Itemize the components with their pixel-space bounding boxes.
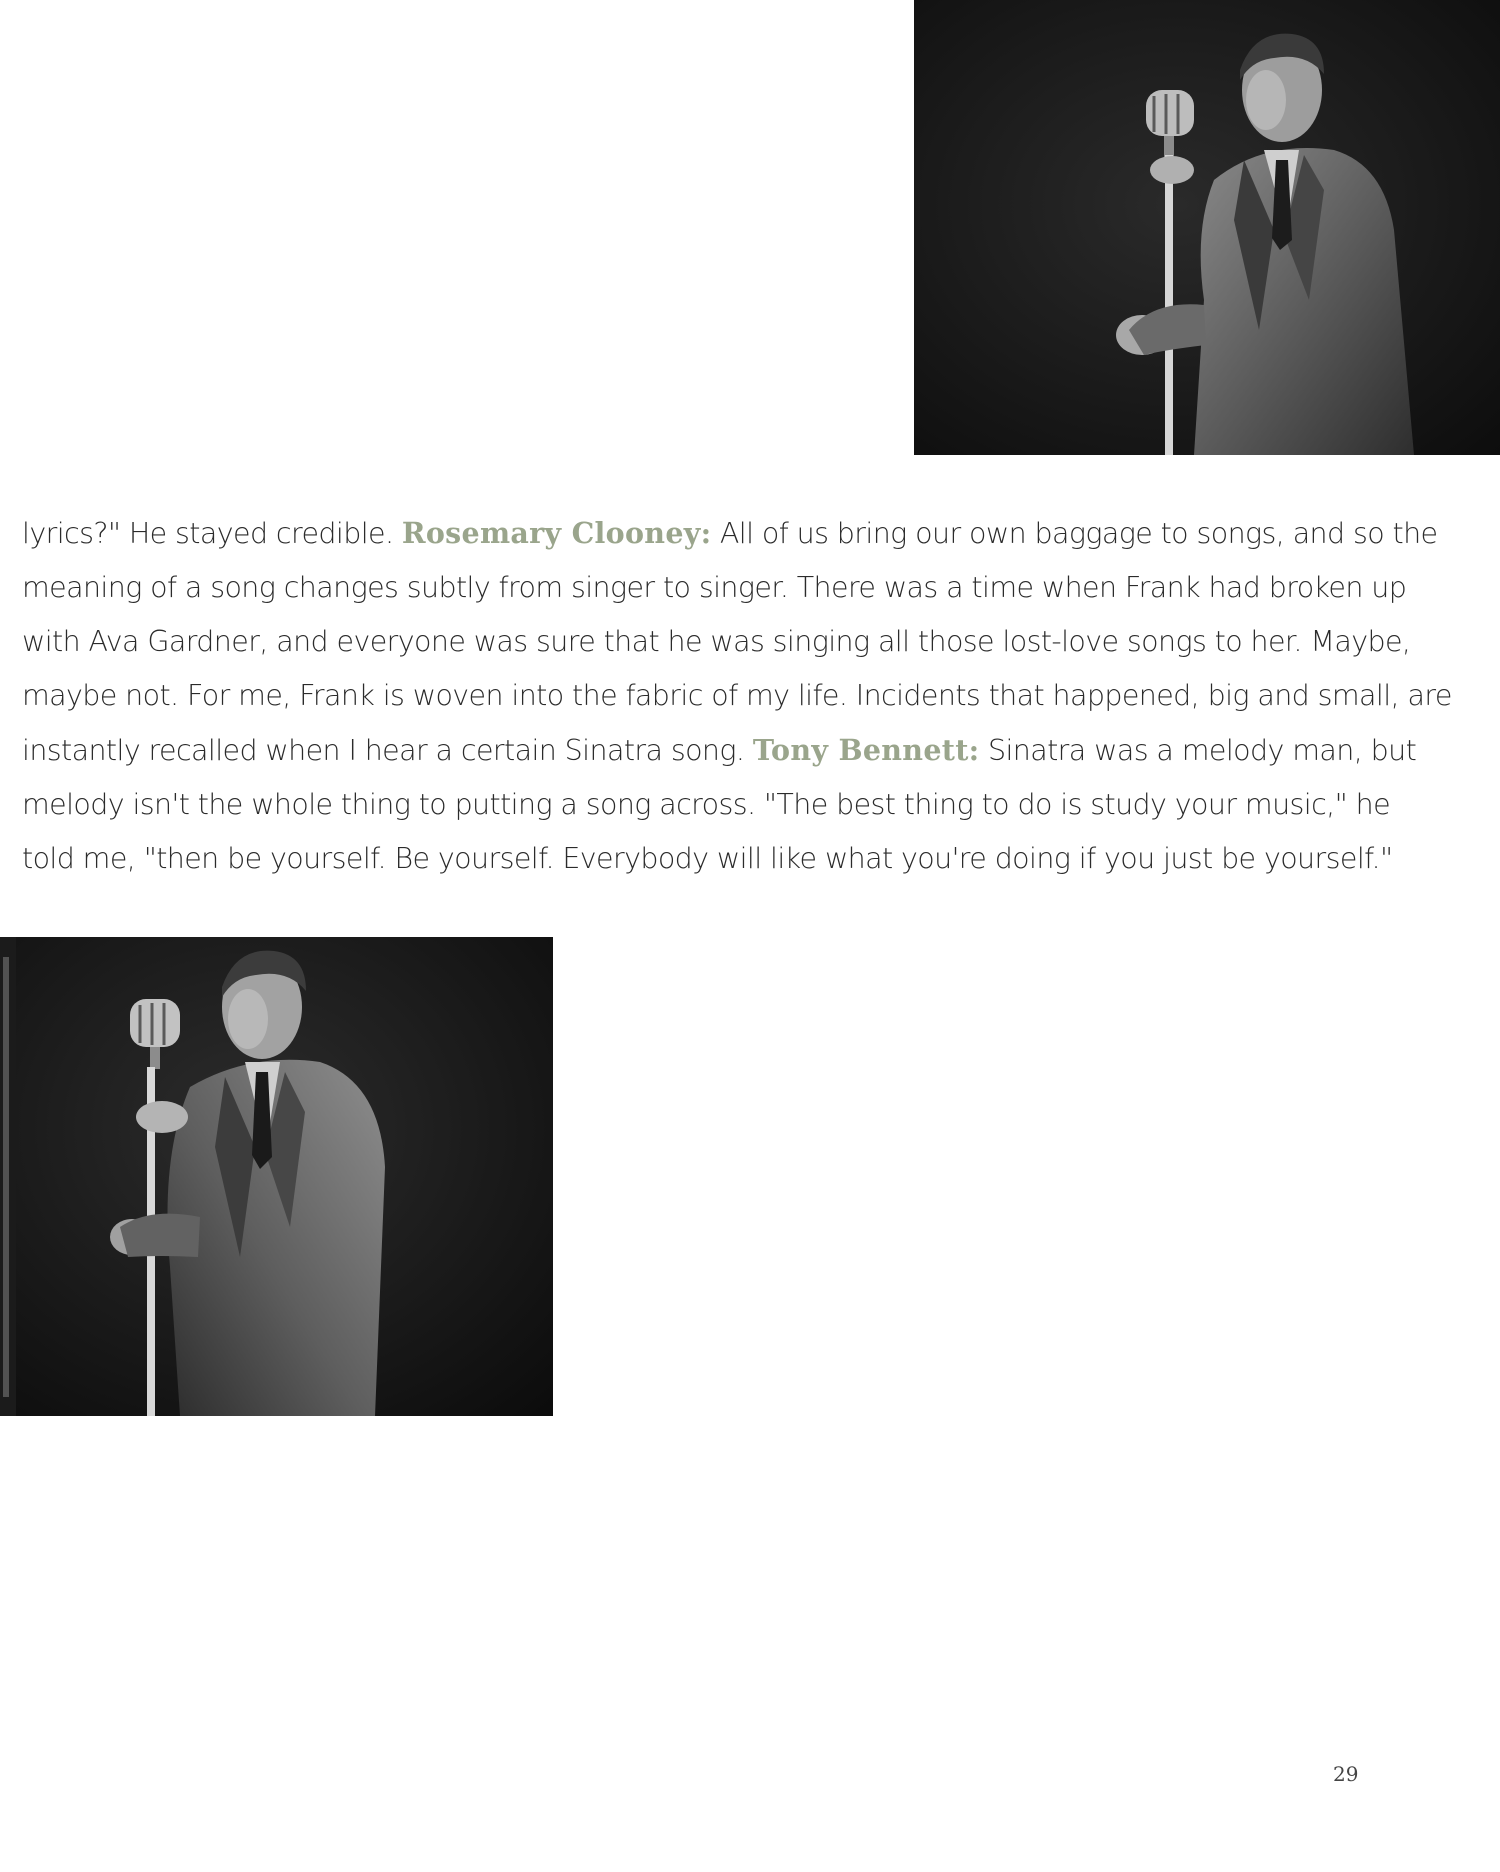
text-line	[22, 561, 1407, 615]
text-line	[22, 832, 1393, 886]
text-line	[22, 723, 1417, 778]
article-body-text	[22, 506, 1452, 886]
speaker-name: Rosemary Clooney:	[401, 516, 712, 550]
quote-text: with Ava Gardner, and everyone was sure that he was singing all those lost-love songs to her. Maybe,	[22, 625, 1411, 658]
speaker-name: Tony Bennett:	[752, 733, 980, 767]
quote-text: melody isn't the whole thing to putting a song across. "The best thing to do is study your music," he	[22, 788, 1391, 821]
text-line	[22, 615, 1411, 669]
quote-text: maybe not. For me, Frank is woven into the fabric of my life. Incidents that happened, big and small, are	[22, 679, 1452, 712]
quote-text: instantly recalled when I hear a certain Sinatra song.	[22, 734, 753, 767]
quote-text: All of us bring our own baggage to songs, and so the	[711, 517, 1438, 550]
quote-text: Sinatra was a melody man, but	[979, 734, 1417, 767]
singer-photo-bottom	[0, 937, 553, 1416]
singer-at-microphone-illustration	[0, 937, 553, 1416]
quote-text: lyrics?" He stayed credible.	[22, 517, 402, 550]
text-line	[22, 506, 1438, 561]
quote-text: meaning of a song changes subtly from singer to singer. There was a time when Frank had broken up	[22, 571, 1407, 604]
quote-text: told me, "then be yourself. Be yourself. Everybody will like what you're doing if you just be yourself."	[22, 842, 1393, 875]
singer-at-microphone-illustration	[914, 0, 1500, 455]
text-line	[22, 669, 1452, 723]
text-line	[22, 778, 1391, 832]
singer-photo-top	[914, 0, 1500, 455]
page-number: 29	[1333, 1762, 1359, 1786]
